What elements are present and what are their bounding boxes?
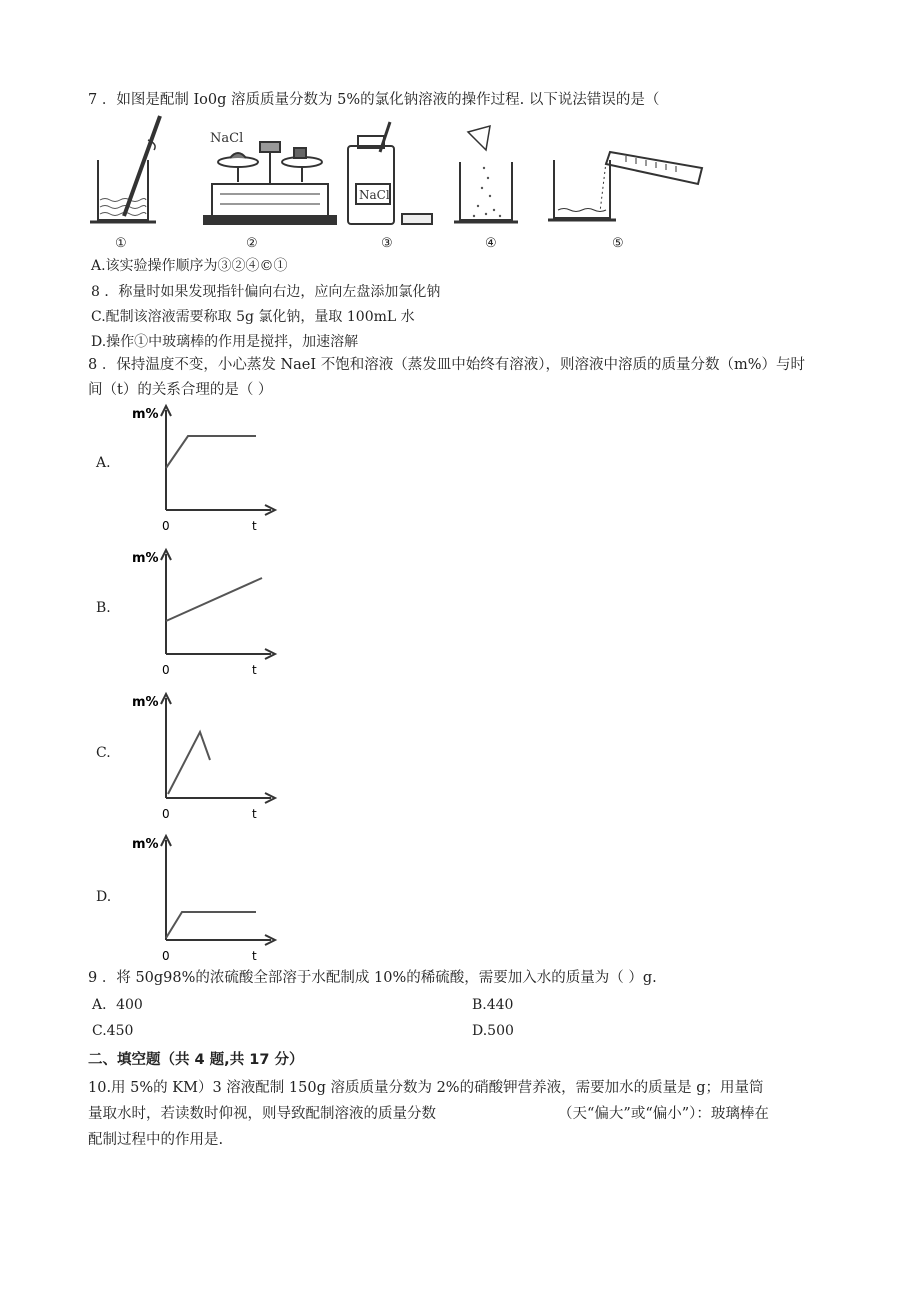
step-label-4: ④ [485,236,497,251]
q8-graph-d [126,832,286,962]
q10-line2a: 量取水时，若读数时仰视，则导致配制溶液的质量分数 [88,1106,436,1122]
beaker-stirring-icon [90,116,160,222]
q7-option-d: D.操作①中玻璃棒的作用是搅拌，加速溶解 [91,334,359,350]
q9-option-c: C.450 [92,1023,134,1039]
q8-graph-d-letter: D. [96,889,112,905]
graph-c-ylabel: m% [132,695,159,710]
q7-stem: 7 ．如图是配制 Io0g 溶质质量分数为 5%的氯化钠溶液的操作过程. 以下说法错误的是（ [88,92,660,108]
q8-graph-b-letter: B. [96,600,111,616]
q8-stem-line1: 8 ．保持温度不变，小心蒸发 NaeI 不饱和溶液（蒸发皿中始终有溶液），则溶液中溶质的质量分数（m%）与时 [88,357,805,373]
q10-line3: 配制过程中的作用是. [88,1132,224,1148]
q9-option-d: D.500 [472,1023,514,1039]
q9-option-a: A．400 [92,997,143,1013]
graph-a-origin: 0 [162,519,170,532]
q7-option-c: C.配制该溶液需要称取 5g 氯化钠，量取 100mL 水 [91,309,415,325]
graph-b-xlabel: t [252,663,257,676]
graph-c-xlabel: t [252,807,257,820]
graph-a-xlabel: t [252,519,257,532]
graph-c-origin: 0 [162,807,170,820]
q8-graph-a [126,402,286,532]
q8-graph-c-letter: C. [96,745,111,761]
nacl-label-bottle: NaCl [359,188,390,202]
step-label-5: ⑤ [612,236,624,251]
q8-stem-line2: 间（t）的关系合理的是（ ） [88,382,273,398]
pouring-solid-icon [454,126,518,222]
reagent-bottle-icon [348,122,432,224]
graph-b-ylabel: m% [132,551,159,566]
q7-option-a: A.该实验操作顺序为③②④©① [91,258,288,274]
q7-option-b: 8 ．称量时如果发现指针偏向右边，应向左盘添加氯化钠 [91,284,441,300]
graph-a-ylabel: m% [132,407,159,422]
nacl-label-balance: NaCl [210,131,244,146]
step-label-2: ② [246,236,258,251]
q9-option-b: B.440 [472,997,514,1013]
q8-graph-a-letter: A. [96,455,111,471]
q8-graph-c [126,690,286,820]
step-label-1: ① [115,236,127,251]
graph-d-origin: 0 [162,949,170,962]
graph-d-ylabel: m% [132,837,159,852]
step-label-3: ③ [381,236,393,251]
q10-line1: 10.用 5%的 KM）3 溶液配制 150g 溶质质量分数为 2%的硝酸钾营养液，需要加水的质量是 g；用量筒 [88,1080,764,1096]
graph-d-xlabel: t [252,949,257,962]
q10-line2b: （天“偏大”或“偏小”）：玻璃棒在 [558,1106,769,1122]
graph-b-origin: 0 [162,663,170,676]
q9-stem: 9 ．将 50g98%的浓硫酸全部溶于水配制成 10%的稀硫酸，需要加入水的质量为（ ）g. [88,970,657,986]
balance-icon [204,142,336,224]
section-title-fill-blank: 二、填空题（共 4 题,共 17 分） [88,1052,304,1068]
q7-procedure-figure [80,112,720,252]
pouring-water-icon [548,152,702,220]
q8-graph-b [126,546,286,676]
